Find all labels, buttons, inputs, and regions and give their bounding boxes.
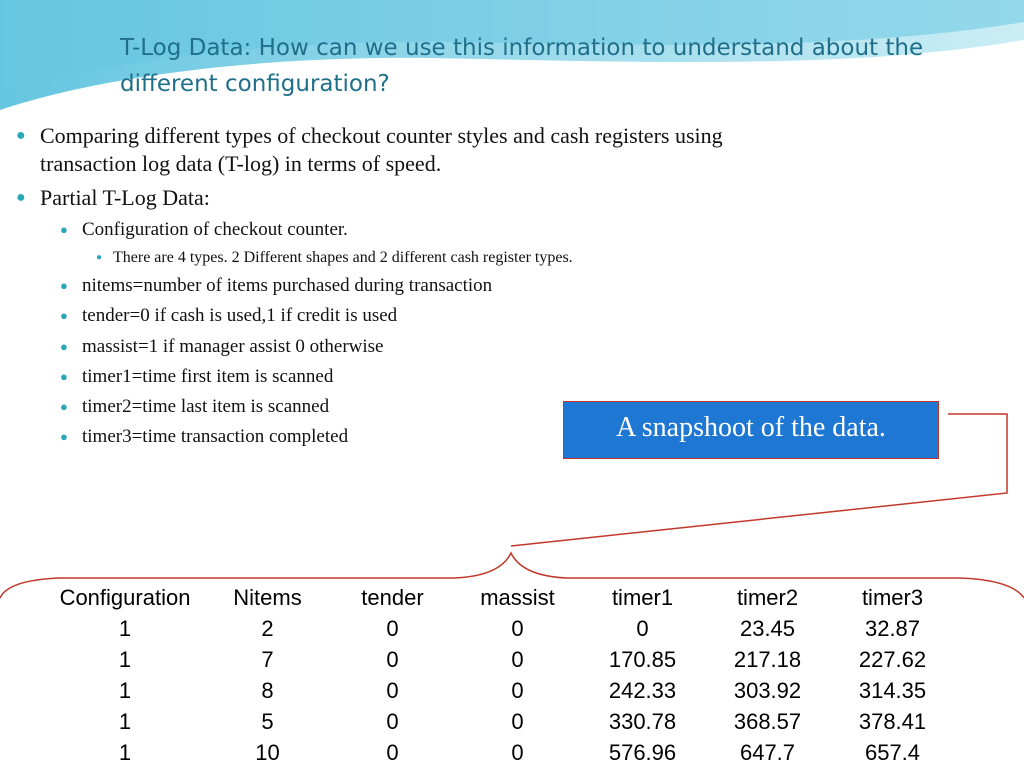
table-cell: 0 [386, 678, 399, 703]
table-cell: 314.35 [858, 678, 927, 703]
table-cell: 1 [118, 709, 132, 734]
table-cell: 0 [511, 709, 524, 734]
table-cell: 170.85 [608, 647, 677, 672]
table-row [45, 613, 955, 644]
table-cell: 2 [261, 616, 274, 641]
table-cell: 1 [118, 616, 132, 641]
table-cell: 227.62 [858, 647, 927, 672]
bullet-dot-icon: ● [16, 189, 26, 206]
bullet-text: massist=1 if manager assist 0 otherwise [82, 336, 384, 357]
table-cell: 647.7 [739, 740, 796, 765]
header-cell: timer1 [611, 585, 674, 610]
table-row [45, 644, 955, 675]
snapshot-callout: A snapshoot of the data. [563, 401, 939, 459]
table-cell: 0 [386, 647, 399, 672]
bullet-text: Comparing different types of checkout counter styles and cash registers using transaction log data (T-log) in terms of speed. [40, 123, 723, 176]
bullet-item [60, 335, 384, 359]
bullet-dot-icon: ● [60, 278, 68, 293]
table-cell: 0 [511, 678, 524, 703]
table-cell: 330.78 [608, 709, 677, 734]
table-cell: 0 [511, 616, 524, 641]
bullet-item [60, 218, 348, 242]
bullet-dot-icon: ● [60, 399, 68, 414]
bullet-text: There are 4 types. 2 Different shapes and 2 different cash register types. [113, 249, 573, 266]
bullet-item [16, 122, 723, 178]
table-cell: 1 [118, 678, 132, 703]
table-cell: 378.41 [858, 709, 927, 734]
header-cell: timer2 [736, 585, 799, 610]
bullet-dot-icon: ● [96, 252, 103, 263]
table-cell: 368.57 [733, 709, 802, 734]
table-cell: 242.33 [608, 678, 677, 703]
tlog-data-table [45, 582, 955, 768]
table-cell: 8 [261, 678, 274, 703]
bullet-text: timer3=time transaction completed [82, 426, 349, 447]
table-cell: 0 [386, 616, 399, 641]
table-row [45, 706, 955, 737]
table-cell: 217.18 [733, 647, 802, 672]
table-cell: 0 [511, 647, 524, 672]
bullet-dot-icon: ● [16, 127, 26, 144]
bullet-dot-icon: ● [60, 222, 68, 237]
table-cell: 303.92 [733, 678, 802, 703]
table-cell: 32.87 [864, 616, 921, 641]
bullet-item [60, 395, 330, 419]
slide-title: T-Log Data: How can we use this information to understand about the different configuration? [120, 35, 924, 97]
bullet-text: nitems=number of items purchased during transaction [82, 275, 493, 296]
table-row [45, 675, 955, 706]
bullet-dot-icon: ● [60, 369, 68, 384]
header-cell: massist [480, 585, 555, 610]
bullet-text: timer2=time last item is scanned [82, 396, 330, 417]
bullet-dot-icon: ● [60, 429, 68, 444]
bullet-text: Configuration of checkout counter. [82, 219, 348, 240]
bullet-item [96, 248, 573, 268]
bullet-text: timer1=time first item is scanned [82, 366, 334, 387]
table-cell: 0 [636, 616, 649, 641]
bullet-item [60, 425, 349, 449]
table-cell: 5 [261, 709, 274, 734]
table-cell: 0 [511, 740, 524, 765]
header-cell: Nitems [233, 585, 302, 610]
bullet-item [60, 365, 334, 389]
table-header-row [45, 582, 955, 613]
table-cell: 0 [386, 709, 399, 734]
bullet-text: tender=0 if cash is used,1 if credit is used [82, 305, 398, 326]
header-cell: tender [361, 585, 424, 610]
bullet-item [60, 274, 493, 298]
table-cell: 10 [255, 740, 280, 765]
table-cell: 0 [386, 740, 399, 765]
header-cell: timer3 [861, 585, 924, 610]
table-row [45, 737, 955, 768]
table-cell: 1 [118, 647, 132, 672]
bullet-text: Partial T-Log Data: [40, 185, 210, 210]
table-cell: 657.4 [864, 740, 921, 765]
table-cell: 1 [118, 740, 132, 765]
table-cell: 23.45 [739, 616, 796, 641]
bullet-dot-icon: ● [60, 308, 68, 323]
bullet-dot-icon: ● [60, 339, 68, 354]
table-cell: 576.96 [608, 740, 677, 765]
bullet-item [60, 304, 398, 328]
bullet-item [16, 184, 210, 212]
table-cell: 7 [261, 647, 274, 672]
header-cell: Configuration [59, 585, 191, 610]
